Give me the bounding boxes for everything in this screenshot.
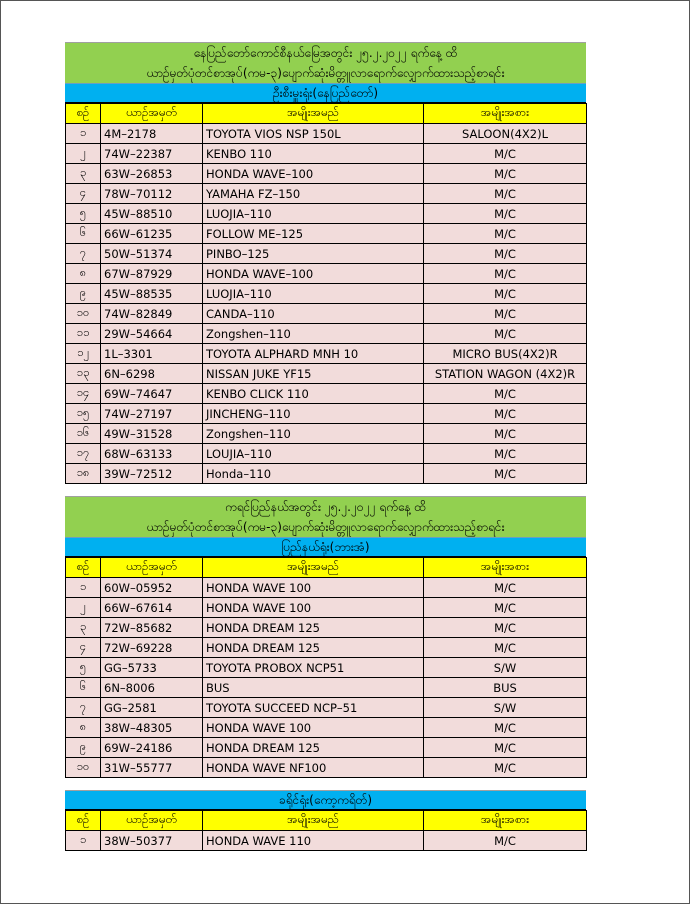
cell-plate: 45W–88510	[101, 204, 203, 224]
table-row	[66, 638, 587, 658]
cell-plate: GG–2581	[101, 698, 203, 718]
cell-type: S/W	[424, 658, 587, 678]
cell-model: CANDA–110	[203, 304, 424, 324]
cell-model: HONDA DREAM 125	[203, 638, 424, 658]
cell-model: JINCHENG–110	[203, 404, 424, 424]
header-model: အမျိုးအမည်	[203, 811, 424, 831]
cell-type: M/C	[424, 204, 587, 224]
cell-model: LUOJIA–110	[203, 284, 424, 304]
cell-plate: 78W–70112	[101, 184, 203, 204]
cell-no: ၃	[66, 164, 101, 184]
header-no: စဉ်	[66, 104, 101, 124]
cell-no: ၉	[66, 284, 101, 304]
cell-plate: 69W–24186	[101, 738, 203, 758]
cell-model: YAMAHA FZ–150	[203, 184, 424, 204]
cell-type: M/C	[424, 444, 587, 464]
cell-no: ၁၄	[66, 384, 101, 404]
cell-model: TOYOTA VIOS NSP 150L	[203, 124, 424, 144]
table-row	[66, 324, 587, 344]
cell-no: ၈	[66, 264, 101, 284]
page-border-top	[0, 0, 690, 1]
region-office: ခရိုင်ရုံး(ကော့ကရိတ်)	[65, 790, 586, 810]
cell-plate: 68W–63133	[101, 444, 203, 464]
cell-model: HONDA WAVE 100	[203, 598, 424, 618]
cell-plate: 74W–22387	[101, 144, 203, 164]
cell-no: ၅	[66, 658, 101, 678]
table-row	[66, 224, 587, 244]
cell-no: ၂	[66, 598, 101, 618]
table-row	[66, 598, 587, 618]
cell-type: S/W	[424, 698, 587, 718]
table-row	[66, 344, 587, 364]
cell-model: LOUJIA–110	[203, 444, 424, 464]
header-no: စဉ်	[66, 558, 101, 578]
cell-type: M/C	[424, 831, 587, 851]
table-header-row	[66, 811, 587, 831]
table-header-row	[66, 558, 587, 578]
cell-type: M/C	[424, 224, 587, 244]
table-row	[66, 384, 587, 404]
cell-no: ၁၅	[66, 404, 101, 424]
table-row	[66, 424, 587, 444]
region-office: ဦးစီးမှူးရုံး(နေပြည်တော်)	[65, 83, 586, 103]
records-table	[65, 810, 587, 851]
table-row	[66, 738, 587, 758]
cell-no: ၁၆	[66, 424, 101, 444]
table-row	[66, 144, 587, 164]
section-title-line1: ကရင်ပြည်နယ်အတွင်း ၂၅.၂.၂၀၂၂ ရက်နေ့ ထိ	[224, 500, 427, 514]
cell-model: HONDA DREAM 125	[203, 738, 424, 758]
cell-model: FOLLOW ME–125	[203, 224, 424, 244]
cell-type: SALOON(4X2)L	[424, 124, 587, 144]
cell-type: STATION WAGON (4X2)R	[424, 364, 587, 384]
cell-plate: 66W–61235	[101, 224, 203, 244]
page-border-bottom	[0, 903, 690, 904]
cell-type: M/C	[424, 618, 587, 638]
cell-no: ၉	[66, 738, 101, 758]
cell-plate: 60W–05952	[101, 578, 203, 598]
cell-no: ၁၃	[66, 364, 101, 384]
page-border-left	[0, 0, 1, 904]
cell-plate: 31W–55777	[101, 758, 203, 778]
table-row	[66, 464, 587, 484]
header-plate: ယာဉ်အမှတ်	[101, 811, 203, 831]
section-kawkareik	[65, 790, 586, 851]
cell-no: ၁	[66, 124, 101, 144]
cell-no: ၁၀	[66, 758, 101, 778]
cell-no: ၄	[66, 184, 101, 204]
cell-no: ၅	[66, 204, 101, 224]
cell-model: TOYOTA SUCCEED NCP–51	[203, 698, 424, 718]
section-title-line2: ယာဉ်မှတ်ပုံတင်စာအုပ်(ကမ-၃)ပျောက်ဆုံးမိတ္တူလာရောက်လျှောက်ထားသည့်စာရင်း	[146, 66, 505, 80]
cell-plate: 49W–31528	[101, 424, 203, 444]
cell-model: HONDA WAVE 100	[203, 718, 424, 738]
table-row	[66, 698, 587, 718]
cell-plate: 67W–87929	[101, 264, 203, 284]
cell-type: M/C	[424, 638, 587, 658]
section-title-band	[65, 496, 586, 537]
cell-model: HONDA WAVE NF100	[203, 758, 424, 778]
cell-type: M/C	[424, 144, 587, 164]
header-plate: ယာဉ်အမှတ်	[101, 558, 203, 578]
table-row	[66, 678, 587, 698]
cell-type: M/C	[424, 284, 587, 304]
section-naypyitaw	[65, 42, 586, 484]
cell-type: M/C	[424, 244, 587, 264]
cell-type: M/C	[424, 324, 587, 344]
cell-plate: 63W–26853	[101, 164, 203, 184]
cell-no: ၁၀	[66, 304, 101, 324]
cell-type: M/C	[424, 164, 587, 184]
section-title-line2: ယာဉ်မှတ်ပုံတင်စာအုပ်(ကမ-၃)ပျောက်ဆုံးမိတ္တူလာရောက်လျှောက်ထားသည့်စာရင်း	[146, 520, 505, 534]
table-row	[66, 658, 587, 678]
cell-plate: 1L–3301	[101, 344, 203, 364]
table-row	[66, 444, 587, 464]
cell-model: HONDA WAVE 110	[203, 831, 424, 851]
cell-model: BUS	[203, 678, 424, 698]
header-plate: ယာဉ်အမှတ်	[101, 104, 203, 124]
table-header-row	[66, 104, 587, 124]
cell-plate: 45W–88535	[101, 284, 203, 304]
table-row	[66, 204, 587, 224]
cell-model: Zongshen–110	[203, 424, 424, 444]
header-type: အမျိုးအစား	[424, 558, 587, 578]
cell-type: M/C	[424, 738, 587, 758]
cell-type: M/C	[424, 718, 587, 738]
cell-plate: 39W–72512	[101, 464, 203, 484]
section-kayin	[65, 496, 586, 778]
header-no: စဉ်	[66, 811, 101, 831]
cell-type: M/C	[424, 184, 587, 204]
cell-type: M/C	[424, 304, 587, 324]
cell-model: HONDA WAVE–100	[203, 164, 424, 184]
cell-model: KENBO CLICK 110	[203, 384, 424, 404]
cell-plate: 69W–74647	[101, 384, 203, 404]
cell-type: BUS	[424, 678, 587, 698]
cell-plate: 74W–27197	[101, 404, 203, 424]
cell-plate: 74W–82849	[101, 304, 203, 324]
table-row	[66, 758, 587, 778]
header-model: အမျိုးအမည်	[203, 104, 424, 124]
cell-plate: 72W–85682	[101, 618, 203, 638]
cell-no: ၃	[66, 618, 101, 638]
cell-model: TOYOTA PROBOX NCP51	[203, 658, 424, 678]
table-row	[66, 304, 587, 324]
cell-plate: 6N–8006	[101, 678, 203, 698]
cell-no: ၁၇	[66, 444, 101, 464]
cell-model: KENBO 110	[203, 144, 424, 164]
cell-model: HONDA WAVE 100	[203, 578, 424, 598]
records-table	[65, 557, 587, 778]
section-title-line1: နေပြည်တော်ကောင်စီနယ်မြေအတွင်း ၂၅.၂.၂၀၂၂ ရက်နေ့ ထိ	[193, 46, 458, 60]
table-row	[66, 831, 587, 851]
cell-no: ၇	[66, 698, 101, 718]
table-row	[66, 244, 587, 264]
table-row	[66, 578, 587, 598]
cell-model: Honda–110	[203, 464, 424, 484]
table-row	[66, 618, 587, 638]
cell-no: ၁	[66, 831, 101, 851]
header-type: အမျိုးအစား	[424, 811, 587, 831]
cell-no: ၁၈	[66, 464, 101, 484]
records-table	[65, 103, 587, 484]
header-type: အမျိုးအစား	[424, 104, 587, 124]
header-model: အမျိုးအမည်	[203, 558, 424, 578]
cell-no: ၂	[66, 144, 101, 164]
cell-type: M/C	[424, 264, 587, 284]
table-row	[66, 124, 587, 144]
cell-model: HONDA DREAM 125	[203, 618, 424, 638]
table-row	[66, 718, 587, 738]
cell-type: M/C	[424, 424, 587, 444]
cell-no: ၈	[66, 718, 101, 738]
cell-plate: 4M–2178	[101, 124, 203, 144]
cell-type: M/C	[424, 384, 587, 404]
cell-model: Zongshen–110	[203, 324, 424, 344]
cell-type: M/C	[424, 598, 587, 618]
cell-model: PINBO–125	[203, 244, 424, 264]
cell-plate: 50W–51374	[101, 244, 203, 264]
cell-model: HONDA WAVE–100	[203, 264, 424, 284]
cell-no: ၇	[66, 244, 101, 264]
cell-model: NISSAN JUKE YF15	[203, 364, 424, 384]
table-row	[66, 404, 587, 424]
cell-type: M/C	[424, 758, 587, 778]
cell-plate: 66W–67614	[101, 598, 203, 618]
cell-model: LUOJIA–110	[203, 204, 424, 224]
table-row	[66, 164, 587, 184]
cell-no: ၁	[66, 578, 101, 598]
cell-type: M/C	[424, 578, 587, 598]
cell-no: ၆	[66, 224, 101, 244]
table-row	[66, 284, 587, 304]
cell-plate: 38W–48305	[101, 718, 203, 738]
cell-no: ၁၁	[66, 324, 101, 344]
section-title-band	[65, 42, 586, 83]
table-row	[66, 184, 587, 204]
cell-no: ၆	[66, 678, 101, 698]
cell-no: ၄	[66, 638, 101, 658]
cell-plate: GG–5733	[101, 658, 203, 678]
cell-type: M/C	[424, 464, 587, 484]
cell-type: MICRO BUS(4X2)R	[424, 344, 587, 364]
cell-type: M/C	[424, 404, 587, 424]
cell-model: TOYOTA ALPHARD MNH 10	[203, 344, 424, 364]
cell-plate: 72W–69228	[101, 638, 203, 658]
region-office: ပြည်နယ်ရုံး(ဘားအံ)	[65, 537, 586, 557]
cell-plate: 29W–54664	[101, 324, 203, 344]
table-row	[66, 364, 587, 384]
table-row	[66, 264, 587, 284]
cell-no: ၁၂	[66, 344, 101, 364]
cell-plate: 6N–6298	[101, 364, 203, 384]
cell-plate: 38W–50377	[101, 831, 203, 851]
